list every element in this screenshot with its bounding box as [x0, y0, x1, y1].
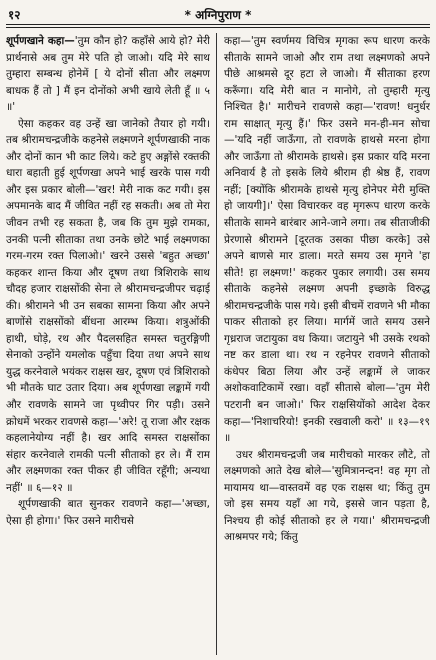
paragraph-text: 'तुम कौन हो? कहाँसे आये हो? मेरी प्रार्थनासे अब तुम मेरे पति हो जाओ। यदि मेरे साथ तुम्हारा सम्बन्ध होनेमें [ ये दोनों सीता और लक्ष्मण बाधक हैं तो ] मैं इन दोनोंको अभी खाये लेती हूँ ॥ ५ ॥' [6, 35, 210, 114]
column-divider [216, 33, 217, 655]
paragraph [224, 447, 430, 546]
page-header [8, 6, 428, 24]
paragraph-text: उधर श्रीरामचन्द्रजी जब मारीचको मारकर लौटे, तो लक्ष्मणको आते देख बोले—'सुमित्रानन्दन! वह मृग तो मायामय था—वास्तवमें वह एक राक्षस था; किंतु तुम जो इस समय यहाँ आ गये, इससे जान पड़ता है, निश्चय ही कोई सीताको हर ले गया।' श्रीरामचन्द्रजी आश्रमपर गये; किंतु [224, 448, 430, 544]
page-number: १२ [8, 8, 21, 22]
paragraph-text: शूर्पणखाकी बात सुनकर रावणने कहा—'अच्छा, ऐसा ही होगा।' फिर उसने मारीचसे [6, 498, 210, 527]
paragraph-text: कहा—'तुम स्वर्णमय विचित्र मृगका रूप धारण करके सीताके सामने जाओ और राम तथा लक्ष्मणको अपने पीछे आश्रमसे दूर हटा ले जाओ। मैं सीताका हरण करूँगा। यदि मेरी बात न मानोगे, तो तुम्हारी मृत्यु निश्चित है।' मारीचने रावणसे कहा—'रावण! धनुर्धर राम साक्षात् मृत्यु हैं।' फिर उसने मन-ही-मन सोचा—'यदि नहीं जाऊँगा, तो रावणके हाथसे मरना होगा और जाऊँगा तो श्रीरामके हाथसे। इस प्रकार यदि मरना अनिवार्य है तो इसके लिये श्रीराम ही श्रेष्ठ हैं, रावण नहीं; [क्योंकि श्रीरामके हाथसे मृत्यु होनेपर मेरी मुक्ति हो जायगी]।' ऐसा विचारकर वह मृगरूप धारण करके सीताके सामने बारंबार आने-जाने लगा। तब सीताजीकी प्रेरणासे श्रीरामने [दूरतक उसका पीछा करके] उसे अपने बाणसे मार डाला। मरते समय उस मृगने 'हा सीते! हा लक्ष्मण!' कहकर पुकार लगायी। उस समय सीताके कहनेसे लक्ष्मण अपनी इच्छाके विरुद्ध श्रीरामचन्द्रजीके पास गये। इसी बीचमें रावणने भी मौका पाकर सीताको हर लिया। मार्गमें जाते समय उसने गृध्रराज जटायुका वध किया। जटायुने भी उसके रथको नष्ट कर डाला था। रथ न रहनेपर रावणने सीताको कंधेपर बिठा लिया और उन्हें लङ्कामें ले जाकर अशोकवाटिकामें रखा। वहाँ सीतासे बोला—'तुम मेरी पटरानी बन जाओ।' फिर राक्षसियोंको आदेश देकर कहा—'निशाचरियो! इनकी रखवाली करो' ॥ १३—१९ ॥ [224, 35, 430, 445]
paragraph [6, 33, 210, 116]
header-rule-top [6, 24, 430, 25]
paragraph [6, 116, 210, 497]
header-rule-bottom [6, 27, 430, 28]
speaker-label: शूर्पणखाने कहा— [6, 35, 75, 47]
right-column [224, 33, 430, 655]
paragraph [224, 33, 430, 447]
paragraph-text: ऐसा कहकर वह उन्हें खा जानेको तैयार हो गयी। तब श्रीरामचन्द्रजीके कहनेसे लक्ष्मणने शूर्पणखाकी नाक और दोनों कान भी काट लिये। कटे हुए अङ्गोंसे रक्तकी धारा बहाती हुई शूर्पणखा अपने भाई खरके पास गयी और इस प्रकार बोली—'खर! मेरी नाक कट गयी। इस अपमानके बाद मैं जीवित नहीं रह सकती। अब तो मेरा जीवन तभी रह सकता है, जब कि तुम मुझे रामका, उनकी पत्नी सीताका तथा उनके छोटे भाई लक्ष्मणका गरम-गरम रक्त पिलाओ।' खरने उससे 'बहुत अच्छा' कहकर शान्त किया और दूषण तथा त्रिशिराके साथ चौदह हजार राक्षसोंकी सेना ले श्रीरामचन्द्रजीपर चढ़ाई की। श्रीरामने भी उन सबका सामना किया और अपने बाणोंसे राक्षसोंको बींधना आरम्भ किया। शत्रुओंकी हाथी, घोड़े, रथ और पैदलसहित समस्त चतुरङ्गिणी सेनाको उन्होंने यमलोक पहुँचा दिया तथा अपने साथ युद्ध करनेवाले भयंकर राक्षस खर, दूषण एवं त्रिशिराको भी मौतके घाट उतार दिया। अब शूर्पणखा लङ्कामें गयी और रावणके सामने जा पृथ्वीपर गिर पड़ी। उसने क्रोधमें भरकर रावणसे कहा—'अरे! तू राजा और रक्षक कहलानेयोग्य नहीं है। खर आदि समस्त राक्षसोंका संहार करनेवाले रामकी पत्नी सीताको हर ले। मैं राम और लक्ष्मणका रक्त पीकर ही जीवित रहूँगी; अन्यथा नहीं' ॥ ६—१२ ॥ [6, 117, 210, 494]
running-title: * अग्निपुराण * [184, 8, 252, 22]
left-column [6, 33, 210, 655]
paragraph [6, 496, 210, 529]
